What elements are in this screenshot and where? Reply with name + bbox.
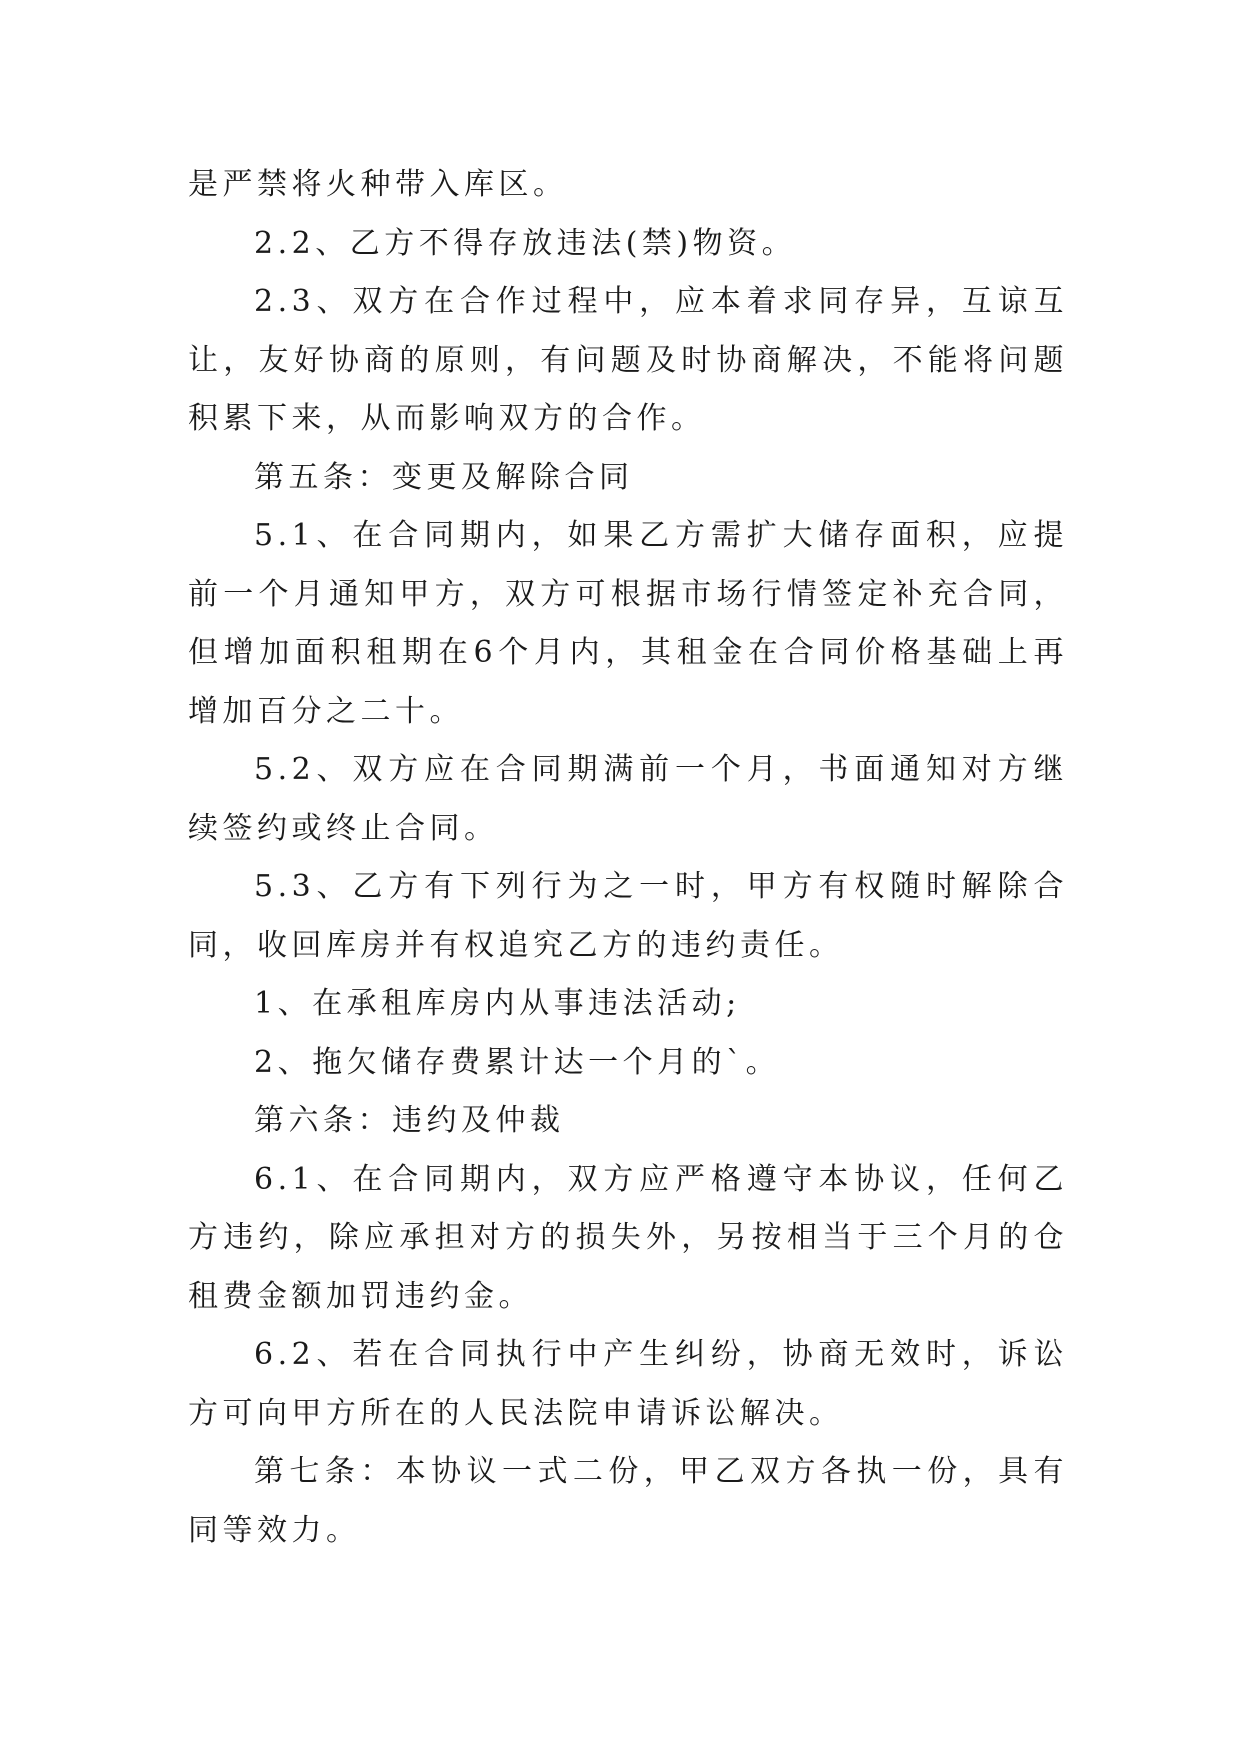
clause-6-1: 6.1、在合同期内，双方应严格遵守本协议，任何乙方违约，除应承担对方的损失外，另按相当于三个月的仓租费金额加罚违约金。	[188, 1161, 1068, 1314]
clause-6-2: 6.2、若在合同执行中产生纠纷，协商无效时，诉讼方可向甲方所在的人民法院申请诉讼解决。	[188, 1337, 1068, 1431]
article-6-heading: 第六条：违约及仲裁	[254, 1103, 565, 1138]
clause-5-3-item-1: 1、在承租库房内从事违法活动;	[254, 986, 741, 1021]
clause-5-3: 5.3、乙方有下列行为之一时，甲方有权随时解除合同，收回库房并有权追究乙方的违约责任。	[188, 869, 1068, 963]
clause-5-3-item-2: 2、拖欠储存费累计达一个月的`。	[254, 1044, 781, 1080]
clause-2-2: 2.2、乙方不得存放违法(禁)物资。	[254, 225, 797, 261]
paragraph-fire-safety-continuation: 是严禁将火种带入库区。	[188, 167, 568, 202]
clause-5-1: 5.1、在合同期内，如果乙方需扩大储存面积，应提前一个月通知甲方，双方可根据市场行情签定补充合同，但增加面积租期在6个月内，其租金在合同价格基础上再增加百分之二十。	[188, 518, 1068, 729]
document-body	[188, 156, 1068, 1560]
clause-5-2: 5.2、双方应在合同期满前一个月，书面通知对方继续签约或终止合同。	[188, 752, 1068, 846]
article-5-heading: 第五条：变更及解除合同	[254, 459, 634, 495]
article-7: 第七条：本协议一式二份，甲乙双方各执一份，具有同等效力。	[188, 1454, 1068, 1548]
clause-2-3: 2.3、双方在合作过程中，应本着求同存异，互谅互让，友好协商的原则，有问题及时协商解决，不能将问题积累下来，从而影响双方的合作。	[188, 284, 1068, 436]
